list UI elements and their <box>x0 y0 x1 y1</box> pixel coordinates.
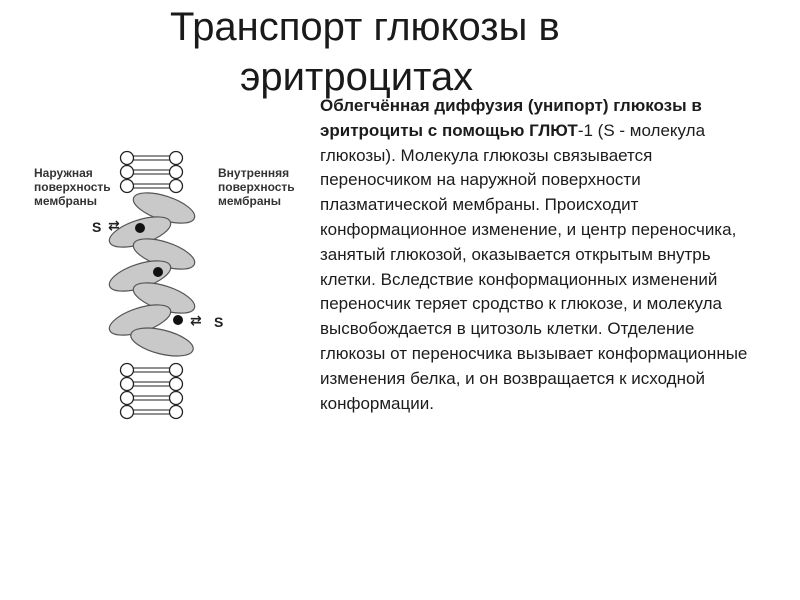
glucose-s-label-left: S <box>92 219 102 235</box>
title-line-1: Транспорт глюкозы в <box>170 5 560 49</box>
arrow-right: ⇄ <box>190 312 202 328</box>
carrier-protein <box>106 187 198 362</box>
arrow-left: ⇄ <box>108 217 120 233</box>
description-bold: Облегчённая диффузия (унипорт) глюкозы в эритроциты с помощью ГЛЮТ <box>320 96 702 140</box>
title-line-2: эритроцитах <box>240 55 474 99</box>
inner-surface-label-text: Внутренняя поверхность мембраны <box>218 166 295 208</box>
description-rest: -1 (S - молекула глюкозы). Молекула глюкозы связывается переносчиком на наружной поверхности плазматической мембраны. Происходит конформационное изменение, и центр переносчика, занятый глюкозой, оказывается открытым внутрь клетки. Вследствие конформационных изменений переносчик теряет сродство к глюкозе, и молекула высвобождается в цитозоль клетки. Отделение глюкозы от переносчика вызывает конформационные изменения белка, и он возвращается к исходной конформации. <box>320 120 748 413</box>
glucose-s-label-right: S <box>214 314 224 330</box>
inner-surface-label <box>218 166 295 208</box>
description-text <box>320 94 760 416</box>
outer-surface-label-text: Наружная поверхность мембраны <box>34 166 111 208</box>
slide-title <box>170 2 640 102</box>
membrane-diagram <box>80 150 220 580</box>
